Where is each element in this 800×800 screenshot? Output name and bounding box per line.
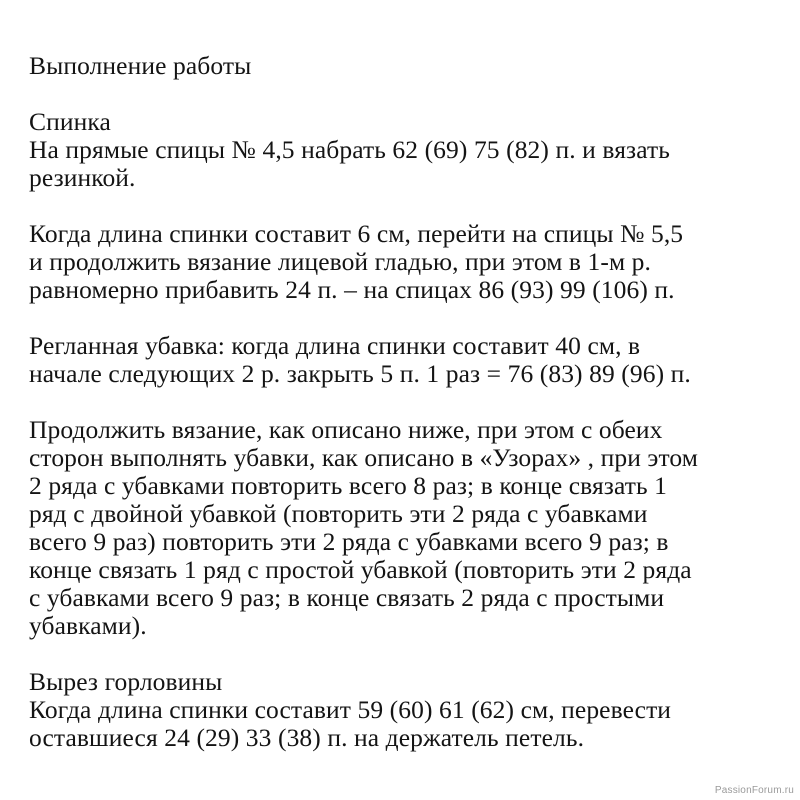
paragraph-line: конце связать 1 ряд с простой убавкой (повторить эти 2 ряда — [29, 555, 692, 584]
paragraph-line: равномерно прибавить 24 п. – на спицах 86 (93) 99 (106) п. — [29, 275, 675, 304]
watermark-text: PassionForum.ru — [714, 785, 794, 796]
section-heading-neckline: Вырез горловины — [29, 667, 223, 696]
paragraph-line: сторон выполнять убавки, как описано в «Узорах» , при этом — [29, 443, 698, 472]
paragraph-line: с убавками всего 9 раз; в конце связать 2 ряда с простыми — [29, 583, 665, 612]
paragraph-line: 2 ряда с убавками повторить всего 8 раз; в конце связать 1 — [29, 471, 668, 500]
document-title: Выполнение работы — [29, 51, 252, 80]
paragraph-line: начале следующих 2 р. закрыть 5 п. 1 раз = 76 (83) 89 (96) п. — [29, 359, 691, 388]
paragraph-line: Регланная убавка: когда длина спинки составит 40 см, в — [29, 331, 641, 360]
paragraph-line: и продолжить вязание лицевой гладью, при этом в 1-м р. — [29, 247, 651, 276]
paragraph-line: ряд с двойной убавкой (повторить эти 2 ряда с убавками — [29, 499, 648, 528]
paragraph-line: резинкой. — [29, 163, 136, 192]
paragraph-line: Продолжить вязание, как описано ниже, при этом с обеих — [29, 415, 663, 444]
section-heading-back: Спинка — [29, 107, 111, 136]
paragraph-line: всего 9 раз) повторить эти 2 ряда с убавками всего 9 раз; в — [29, 527, 669, 556]
document-page — [29, 0, 789, 800]
paragraph-line: На прямые спицы № 4,5 набрать 62 (69) 75 (82) п. и вязать — [29, 135, 670, 164]
paragraph-line: убавками). — [29, 611, 147, 640]
paragraph-line: оставшиеся 24 (29) 33 (38) п. на держатель петель. — [29, 723, 585, 752]
paragraph-line: Когда длина спинки составит 6 см, перейти на спицы № 5,5 — [29, 219, 684, 248]
paragraph-line: Когда длина спинки составит 59 (60) 61 (62) см, перевести — [29, 695, 672, 724]
